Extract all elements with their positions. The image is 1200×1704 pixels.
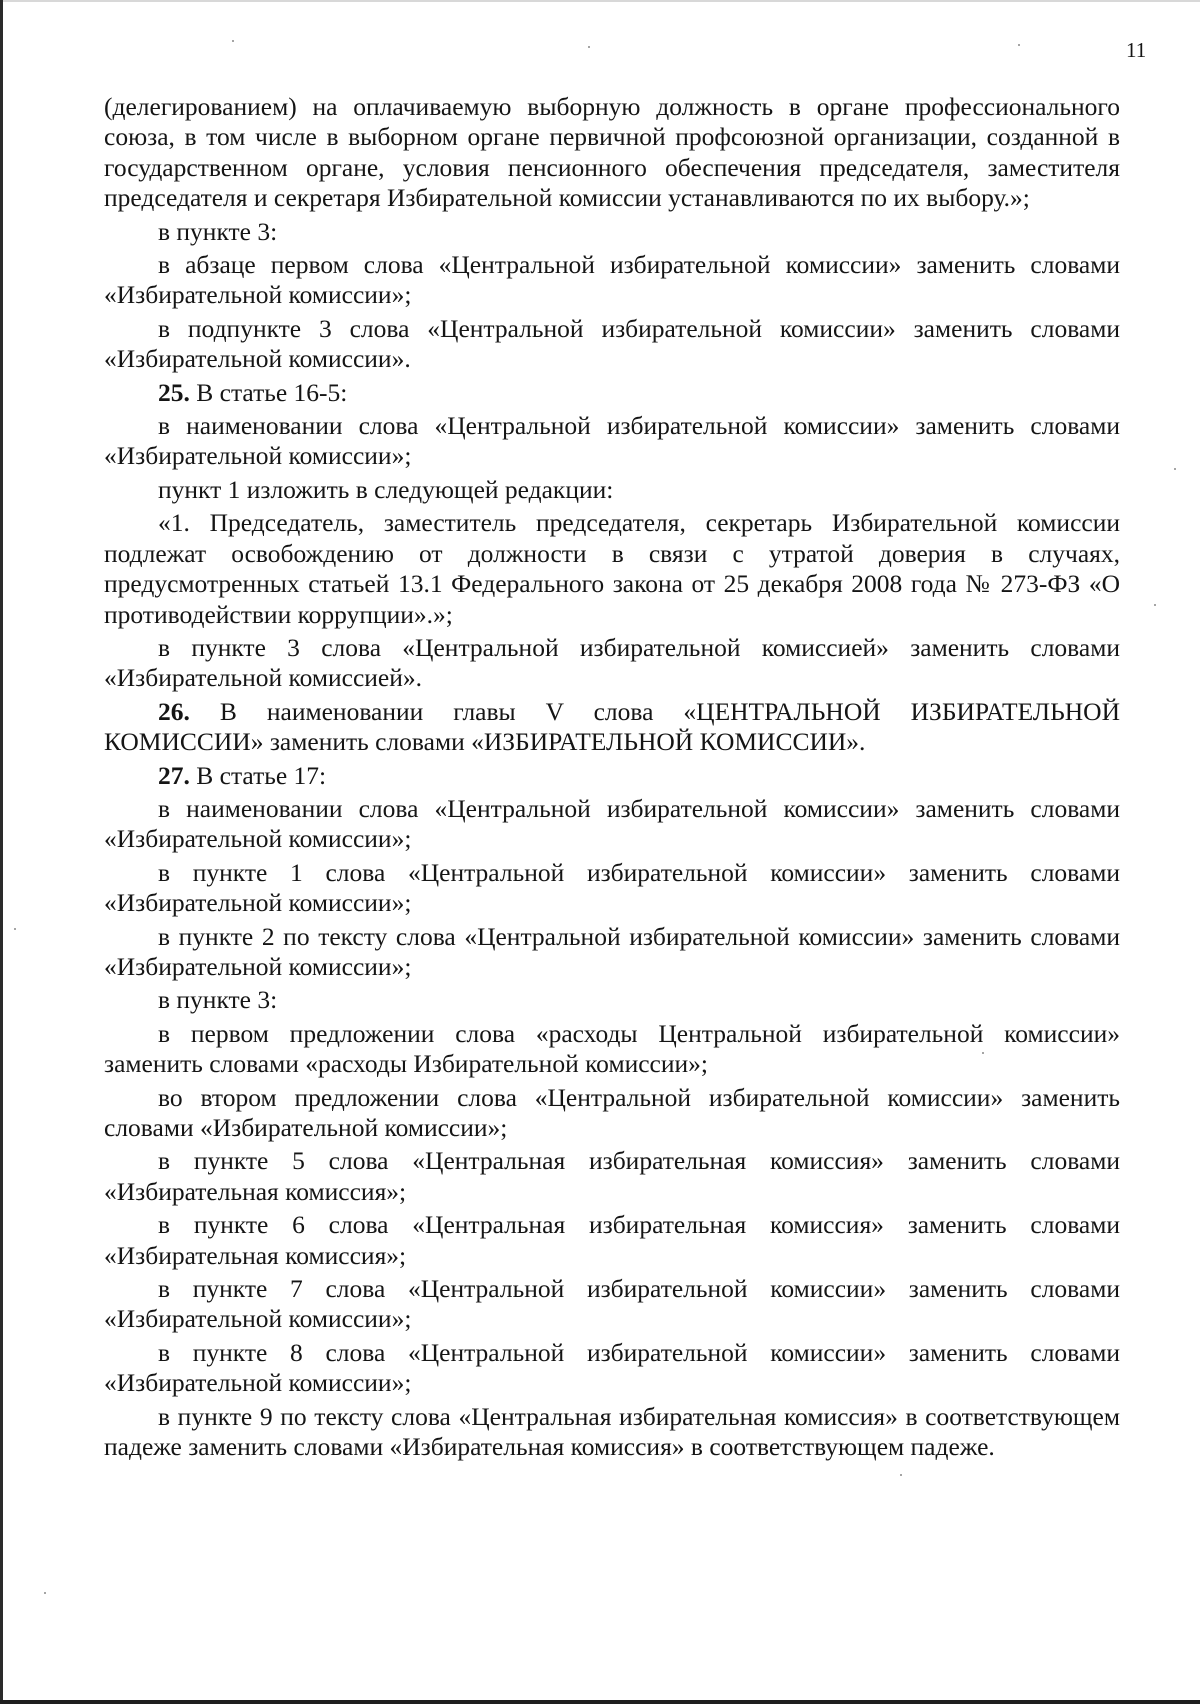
- paragraph-point-3-heading: [104, 985, 1120, 1015]
- paragraph-amendment: [104, 1019, 1120, 1080]
- paragraph-text: В статье 16-5:: [189, 377, 348, 407]
- paragraph-amendment: [104, 411, 1120, 472]
- scan-speck: [1018, 44, 1020, 46]
- paragraph-text: «1. Председатель, заместитель председателя, секретарь Избирательной комиссии подлежат освобождению от должности в связи с утратой доверия в случаях, предусмотренных статьей 13.1 Федерального закона от 25 декабря 2008 года № 273-ФЗ «О противодействии коррупции».»;: [104, 508, 1120, 629]
- page-left-edge: [0, 0, 3, 1704]
- paragraph-amendment: [104, 1274, 1120, 1335]
- paragraph-text: в пункте 6 слова «Центральная избирательная комиссия» заменить словами «Избирательная комиссия»;: [104, 1210, 1120, 1270]
- paragraph-item-27: [104, 761, 1120, 791]
- paragraph-item-25: [104, 378, 1120, 408]
- paragraph-text: в пункте 9 по тексту слова «Центральная избирательная комиссия» в соответствующем падеже заменить словами «Избирательная комиссия» в соответствующем падеже.: [104, 1401, 1120, 1462]
- paragraph-text: В статье 17:: [189, 760, 327, 790]
- paragraph-amendment: [104, 475, 1120, 505]
- paragraph-text: в наименовании слова «Центральной избирательной комиссии» заменить словами «Избирательной комиссии»;: [104, 793, 1120, 854]
- paragraph-text: в пункте 3:: [158, 216, 278, 246]
- scan-speck: [900, 1474, 902, 1476]
- item-number: 27.: [158, 760, 190, 790]
- paragraph-amendment: [104, 1402, 1120, 1463]
- paragraph-text: в первом предложении слова «расходы Центральной избирательной комиссии» заменить словами «расходы Избирательной комиссии»;: [104, 1018, 1120, 1079]
- paragraph-text: в пункте 8 слова «Центральной избирательной комиссии» заменить словами «Избирательной комиссии»;: [104, 1337, 1120, 1398]
- paragraph-amendment: [104, 858, 1120, 919]
- paragraph-amendment: [104, 1338, 1120, 1399]
- scan-speck: [588, 46, 590, 48]
- scan-speck: [44, 1592, 46, 1594]
- paragraph-continuation: [104, 92, 1120, 214]
- paragraph-amendment: [104, 633, 1120, 694]
- paragraph-text: в пункте 3 слова «Центральной избирательной комиссией» заменить словами «Избирательной комиссией».: [104, 632, 1120, 693]
- paragraph-amendment: [104, 250, 1120, 311]
- paragraph-text: во втором предложении слова «Центральной избирательной комиссии» заменить словами «Избирательной комиссии»;: [104, 1082, 1120, 1142]
- page-bottom-edge: [0, 1700, 1200, 1704]
- paragraph-amendment: [104, 794, 1120, 855]
- page-top-edge: [0, 0, 1200, 2]
- item-number: 25.: [158, 377, 190, 407]
- paragraph-point-3-heading: [104, 217, 1120, 247]
- paragraph-text: в пункте 1 слова «Центральной избирательной комиссии» заменить словами «Избирательной комиссии»;: [104, 857, 1120, 918]
- paragraph-text: в подпункте 3 слова «Центральной избирательной комиссии» заменить словами «Избирательной комиссии».: [104, 313, 1120, 374]
- paragraph-quoted-text: [104, 508, 1120, 630]
- scan-speck: [232, 40, 234, 42]
- page-number: 11: [1126, 38, 1147, 62]
- document-body: [104, 92, 1120, 1462]
- paragraph-amendment: [104, 1210, 1120, 1271]
- scan-speck: [1154, 604, 1156, 606]
- paragraph-item-26: [104, 697, 1120, 758]
- paragraph-text: в абзаце первом слова «Центральной избирательной комиссии» заменить словами «Избирательной комиссии»;: [104, 250, 1120, 310]
- paragraph-text: (делегированием) на оплачиваемую выборную должность в органе профессионального союза, в том числе в выборном органе первичной профсоюзной организации, созданной в государственном органе, условия пенсионного обеспечения председателя, заместителя председателя и секретаря Избирательной комиссии устанавливаются по их выбору.»;: [104, 92, 1120, 213]
- paragraph-text: В наименовании главы V слова «ЦЕНТРАЛЬНОЙ ИЗБИРАТЕЛЬНОЙ КОМИССИИ» заменить словами «ИЗБИРАТЕЛЬНОЙ КОМИССИИ».: [104, 696, 1120, 757]
- paragraph-amendment: [104, 1146, 1120, 1207]
- paragraph-text: в наименовании слова «Центральной избирательной комиссии» заменить словами «Избирательной комиссии»;: [104, 411, 1120, 471]
- paragraph-text: в пункте 3:: [158, 985, 278, 1015]
- paragraph-amendment: [104, 314, 1120, 375]
- item-number: 26.: [158, 696, 190, 726]
- paragraph-amendment: [104, 1083, 1120, 1144]
- paragraph-text: пункт 1 изложить в следующей редакции:: [158, 474, 614, 504]
- scan-speck: [982, 1052, 984, 1054]
- paragraph-text: в пункте 5 слова «Центральная избирательная комиссия» заменить словами «Избирательная комиссия»;: [104, 1146, 1120, 1206]
- scan-speck: [14, 928, 16, 930]
- paragraph-text: в пункте 7 слова «Центральной избирательной комиссии» заменить словами «Избирательной комиссии»;: [104, 1274, 1120, 1334]
- scan-speck: [1174, 468, 1176, 470]
- paragraph-amendment: [104, 922, 1120, 983]
- paragraph-text: в пункте 2 по тексту слова «Центральной избирательной комиссии» заменить словами «Избирательной комиссии»;: [104, 921, 1120, 981]
